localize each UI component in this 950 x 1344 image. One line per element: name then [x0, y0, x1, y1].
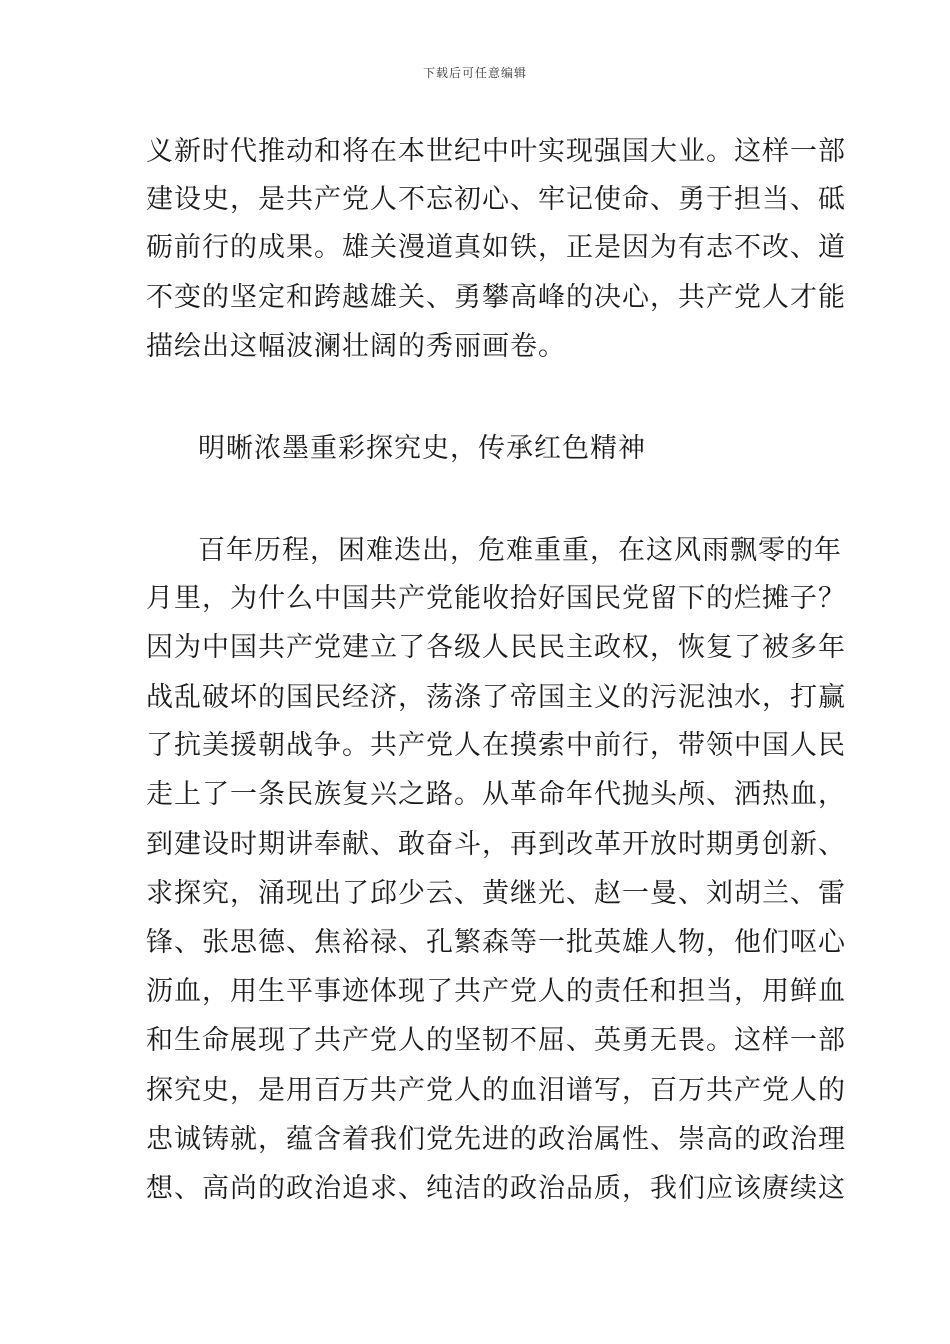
- paragraph-1-line-3: 砺前行的成果。雄关漫道真如铁，正是因为有志不改、道: [146, 232, 846, 263]
- section-heading: 明晰浓墨重彩探究史，传承红色精神: [198, 433, 646, 464]
- paragraph-2-line-14: 想、高尚的政治追求、纯洁的政治品质，我们应该赓续这: [146, 1173, 846, 1204]
- paragraph-2-line-5: 了抗美援朝战争。共产党人在摸索中前行，带领中国人民: [146, 730, 846, 761]
- paragraph-2-line-7: 到建设时期讲奉献、敢奋斗，再到改革开放时期勇创新、: [146, 829, 846, 860]
- paragraph-1-line-1: 义新时代推动和将在本世纪中叶实现强国大业。这样一部: [146, 136, 846, 167]
- paragraph-2-line-6: 走上了一条民族复兴之路。从革命年代抛头颅、洒热血，: [146, 779, 846, 810]
- paragraph-2-line-2: 月里，为什么中国共产党能收拾好国民党留下的烂摊子？: [146, 583, 846, 614]
- paragraph-1-line-2: 建设史，是共产党人不忘初心、牢记使命、勇于担当、砥: [146, 184, 846, 215]
- paragraph-1-line-5: 描绘出这幅波澜壮阔的秀丽画卷。: [146, 331, 566, 362]
- paragraph-2-line-12: 探究史，是用百万共产党人的血泪谱写，百万共产党人的: [146, 1075, 846, 1106]
- paragraph-2-line-9: 锋、张思德、焦裕禄、孔繁森等一批英雄人物，他们呕心: [146, 927, 846, 958]
- paragraph-2-line-8: 求探究，涌现出了邱少云、黄继光、赵一曼、刘胡兰、雷: [146, 878, 846, 909]
- paragraph-2-line-3: 因为中国共产党建立了各级人民民主政权，恢复了被多年: [146, 632, 846, 663]
- page-header: 下载后可任意编辑: [422, 66, 527, 80]
- paragraph-2-line-11: 和生命展现了共产党人的坚韧不屈、英勇无畏。这样一部: [146, 1025, 846, 1056]
- paragraph-2-line-1: 百年历程，困难迭出，危难重重，在这风雨飘零的年: [198, 535, 842, 566]
- paragraph-1-line-4: 不变的坚定和跨越雄关、勇攀高峰的决心，共产党人才能: [146, 282, 846, 313]
- paragraph-2-line-4: 战乱破坏的国民经济，荡涤了帝国主义的污泥浊水，打赢: [146, 682, 846, 713]
- paragraph-2-line-10: 沥血，用生平事迹体现了共产党人的责任和担当，用鲜血: [146, 976, 846, 1007]
- paragraph-2-line-13: 忠诚铸就，蕴含着我们党先进的政治属性、崇高的政治理: [146, 1124, 846, 1155]
